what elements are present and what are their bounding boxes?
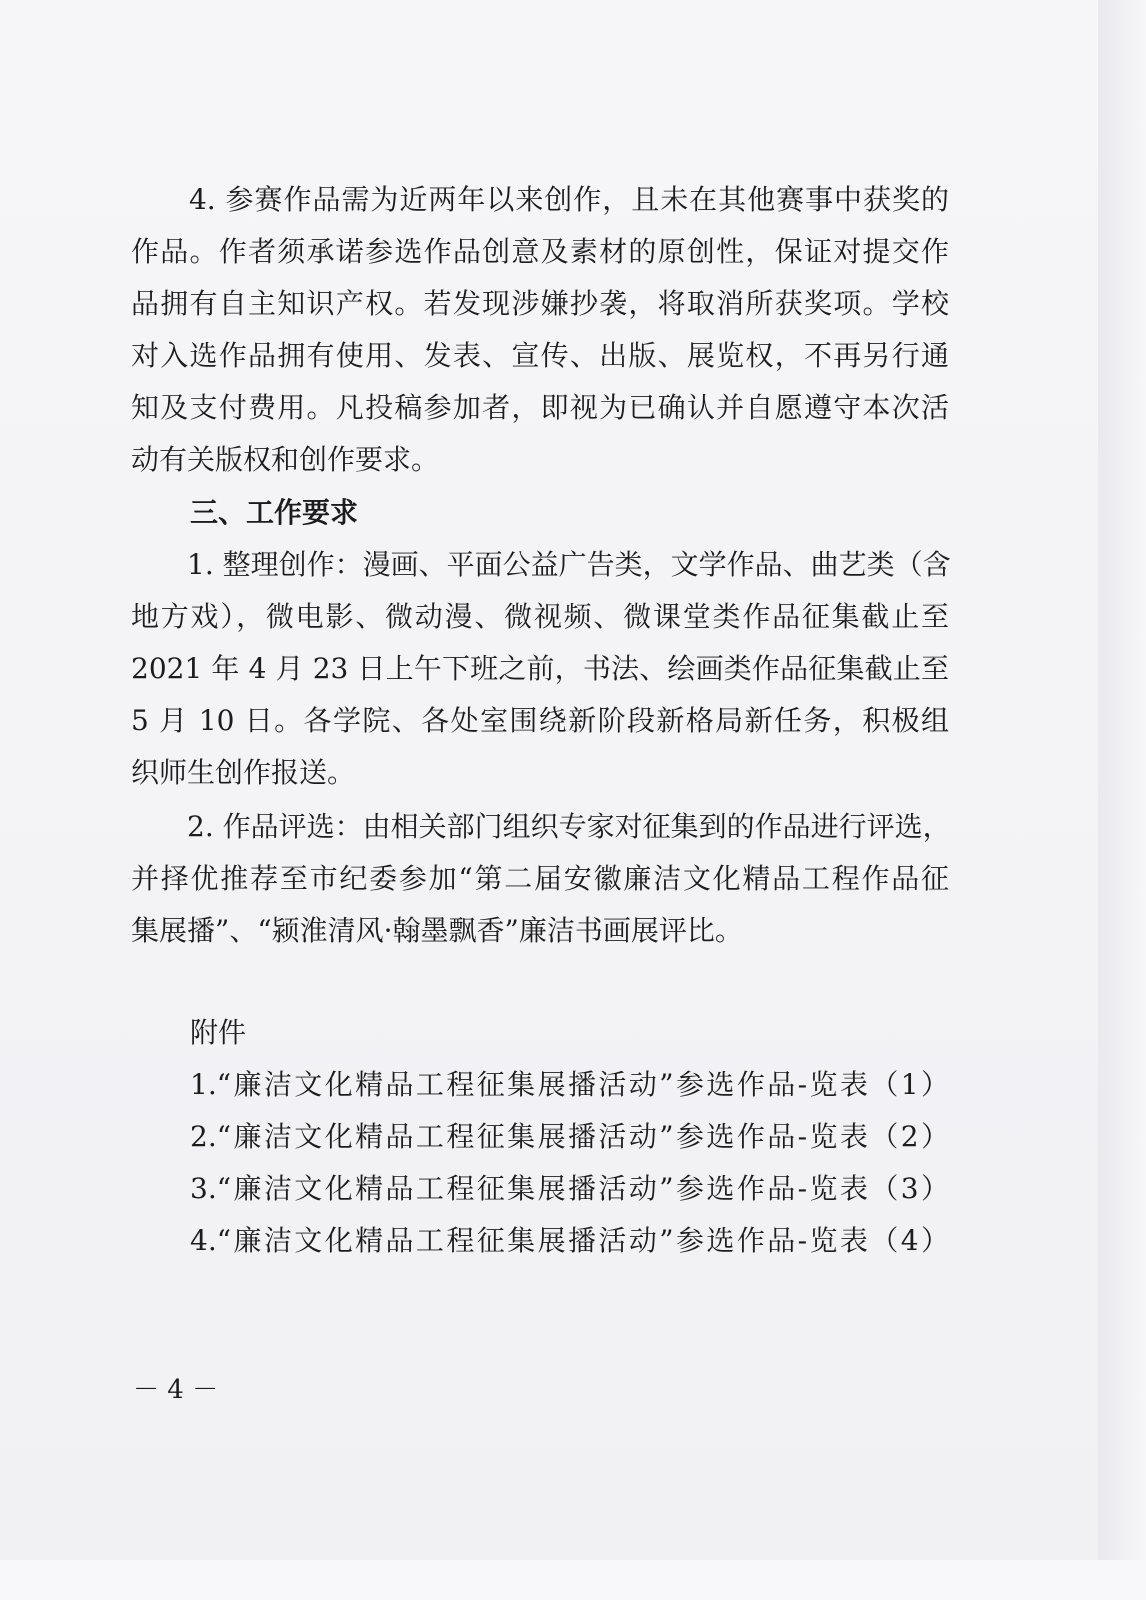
- paragraph-4-line: 作品。作者须承诺参选作品创意及素材的原创性，保证对提交作: [131, 235, 949, 268]
- appendix-label: 附件: [190, 1016, 247, 1049]
- requirement-1-line: 地方戏），微电影、微动漫、微视频、微课堂类作品征集截止至: [131, 600, 949, 633]
- page-number: － 4 －: [133, 1375, 219, 1405]
- paragraph-4-line: 知及支付费用。凡投稿参加者，即视为已确认并自愿遵守本次活: [131, 391, 949, 424]
- appendix-item: 1.“廉洁文化精品工程征集展播活动”参选作品-览表（1）: [190, 1068, 949, 1101]
- requirement-2-line: 集展播”、“颍淮清风·翰墨飘香”廉洁书画展评比。: [131, 914, 743, 947]
- paragraph-4-line: 品拥有自主知识产权。若发现涉嫌抄袭，将取消所获奖项。学校: [131, 287, 949, 320]
- page-bottom-margin: [0, 1560, 1146, 1600]
- requirement-1-line: 1. 整理创作：漫画、平面公益广告类，文学作品、曲艺类（含: [131, 548, 951, 581]
- paragraph-4-line: 对入选作品拥有使用、发表、宣传、出版、展览权，不再另行通: [131, 339, 949, 372]
- page-edge-shadow: [1098, 0, 1146, 1600]
- requirement-1-line: 织师生创作报送。: [131, 756, 356, 789]
- appendix-item: 4.“廉洁文化精品工程征集展播活动”参选作品-览表（4）: [190, 1224, 949, 1257]
- appendix-item: 3.“廉洁文化精品工程征集展播活动”参选作品-览表（3）: [190, 1172, 949, 1205]
- requirement-1-line: 5 月 10 日。各学院、各处室围绕新阶段新格局新任务，积极组: [131, 704, 949, 737]
- requirement-2-line: 并择优推荐至市纪委参加“第二届安徽廉洁文化精品工程作品征: [131, 862, 949, 895]
- paragraph-4-line: 动有关版权和创作要求。: [131, 443, 440, 476]
- appendix-item: 2.“廉洁文化精品工程征集展播活动”参选作品-览表（2）: [190, 1120, 949, 1153]
- requirement-1-line: 2021 年 4 月 23 日上午下班之前，书法、绘画类作品征集截止至: [131, 652, 949, 685]
- paragraph-4-line: 4. 参赛作品需为近两年以来创作，且未在其他赛事中获奖的: [131, 183, 949, 216]
- requirement-2-line: 2. 作品评选：由相关部门组织专家对征集到的作品进行评选，: [131, 810, 951, 843]
- section-heading: 三、工作要求: [190, 496, 359, 529]
